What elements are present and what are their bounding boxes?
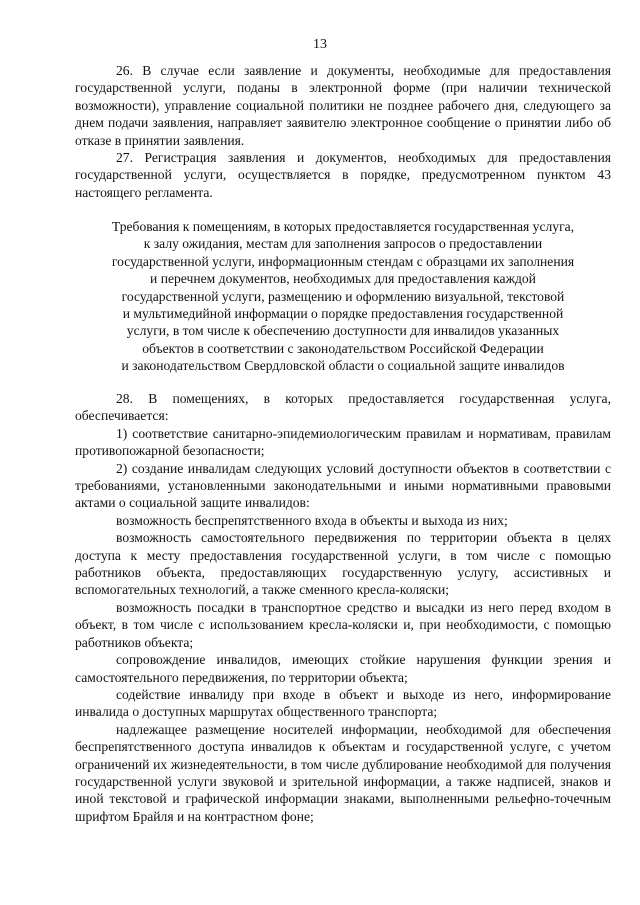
heading-line: и перечнем документов, необходимых для предоставления каждой bbox=[150, 271, 536, 287]
paragraph-group-bottom bbox=[75, 390, 611, 825]
sub-item-transport: возможность посадки в транспортное средство и высадки из него перед входом в объект, в том числе с использованием кресла-коляски и, при необходимости, с помощью работников объекта; bbox=[75, 599, 611, 650]
paragraph-group-top bbox=[75, 62, 611, 201]
paragraph-28: 28. В помещениях, в которых предоставляется государственная услуга, обеспечивается: bbox=[75, 391, 611, 424]
sub-item-assistance: содействие инвалиду при входе в объект и выходе из него, информирование инвалида о доступных маршрутах общественного транспорта; bbox=[75, 686, 611, 720]
heading-line: государственной услуги, информационным стендам с образцами их заполнения bbox=[111, 253, 575, 269]
section-heading bbox=[70, 218, 616, 375]
heading-line: и законодательством Свердловской области о социальной защите инвалидов bbox=[121, 358, 565, 374]
sub-item-escort: сопровождение инвалидов, имеющих стойкие нарушения функции зрения и самостоятельного передвижения, по территории объекта; bbox=[75, 652, 611, 685]
heading-line: государственной услуги, размещению и оформлению визуальной, текстовой bbox=[121, 288, 565, 304]
heading-line: объектов в соответствии с законодательством Российской Федерации bbox=[142, 340, 544, 356]
heading-line: услуги, в том числе к обеспечению доступности для инвалидов указанных bbox=[126, 323, 560, 339]
heading-line: Требования к помещениям, в которых предоставляется государственная услуга, bbox=[111, 219, 575, 234]
page-number: 13 bbox=[313, 37, 327, 52]
paragraph-27: 27. Регистрация заявления и документов, необходимых для предоставления государственной услуги, осуществляется в порядке, предусмотренном пунктом 43 настоящего регламента. bbox=[75, 150, 611, 200]
heading-line: и мультимедийной информации о порядке предоставления государственной bbox=[122, 306, 564, 322]
paragraph-26: 26. В случае если заявление и документы, необходимые для предоставления государственной услуги, поданы в электронной форме (при наличии технической возможности), управление социальной политики не позднее рабочего дня, следующего за днем подачи заявления, направляет заявителю электронное сообщение о принятии либо об отказе в принятии заявления. bbox=[75, 63, 611, 148]
list-item-2: 2) создание инвалидам следующих условий доступности объектов в соответствии с требованиями, установленными законодательными и иными нормативными правовыми актами о социальной защите инвалидов: bbox=[75, 460, 611, 511]
sub-item-information: надлежащее размещение носителей информации, необходимой для обеспечения беспрепятственного доступа инвалидов к объектам и государственной услуге, с учетом ограничений их жизнедеятельности, в том числе дублирование необходимой для получения государственной услуги звуковой и зрительной информации, а также надписей, знаков и иной текстовой и графической информации знаками, выполненными рельефно-точечным шрифтом Брайля и на контрастном фоне; bbox=[75, 721, 611, 824]
sub-item-entry-exit: возможность беспрепятственного входа в объекты и выхода из них; bbox=[116, 512, 508, 528]
heading-line: к залу ожидания, местам для заполнения запросов о предоставлении bbox=[143, 236, 543, 252]
list-item-1: 1) соответствие санитарно-эпидемиологическим правилам и нормативам, правилам противопожарной безопасности; bbox=[75, 425, 611, 459]
sub-item-movement: возможность самостоятельного передвижения по территории объекта в целях доступа к месту предоставления государственной услуги, в том числе с помощью работников объекта, предоставляющих государственную услугу, ассистивных и вспомогательных технологий, а также сменного кресла-коляски; bbox=[75, 530, 611, 598]
